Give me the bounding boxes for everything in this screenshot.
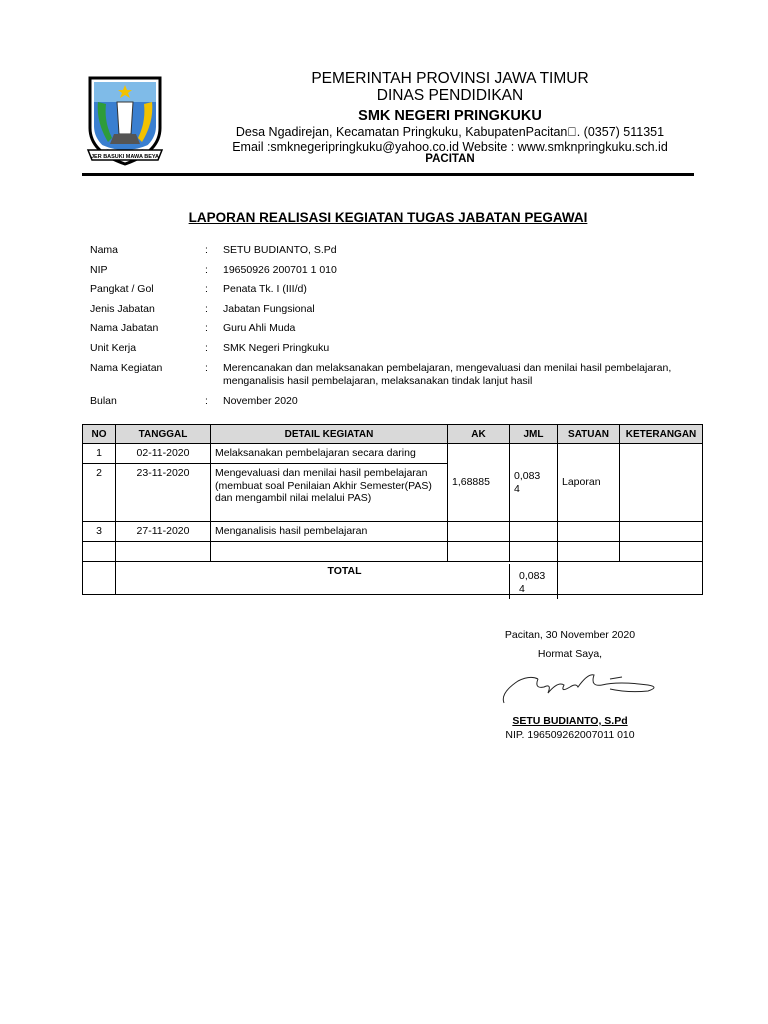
cell-tanggal: 27-11-2020 (116, 522, 211, 542)
field-colon: : (205, 395, 208, 407)
total-jml-line2: 4 (519, 583, 525, 595)
cell-empty (558, 522, 620, 542)
cell-empty (620, 522, 703, 542)
total-jml-right-border (557, 564, 558, 599)
address-line: Desa Ngadirejan, Kecamatan Pringkuku, KabupatenPacitan . (0357) 511351 (235, 125, 665, 139)
field-label: Pangkat / Gol (90, 283, 154, 295)
column-header-ak: AK (448, 425, 510, 444)
cell-jml-line2: 4 (514, 482, 520, 495)
signer-name: SETU BUDIANTO, S.Pd (512, 715, 628, 727)
province-crest-logo (84, 72, 166, 168)
cell-no: 3 (83, 522, 116, 542)
cell-detail: Mengevaluasi dan menilai hasil pembelajaran (membuat soal Penilaian Akhir Semester(PAS) dan mengambil nilai melalui PAS) (211, 464, 448, 522)
field-value-nama-jabatan: Guru Ahli Muda (223, 322, 296, 334)
place-date: Pacitan, 30 November 2020 (504, 629, 636, 641)
cell-detail: Menganalisis hasil pembelajaran (211, 522, 448, 542)
field-label: NIP (90, 264, 108, 276)
activity-table (82, 424, 703, 595)
cell-empty (558, 562, 703, 595)
letterhead-divider (82, 173, 694, 176)
cell-detail: Melaksanakan pembelajaran secara daring (211, 444, 448, 464)
column-header-satuan: SATUAN (558, 425, 620, 444)
cell-no: 1 (83, 444, 116, 464)
school-name: SMK NEGERI PRINGKUKU (358, 108, 542, 124)
field-label: Jenis Jabatan (90, 303, 155, 315)
cell-ak: 1,68885 (448, 444, 510, 522)
column-header-tanggal: TANGGAL (116, 425, 211, 444)
closing-text: Hormat Saya, (537, 648, 603, 660)
total-jml (519, 570, 545, 596)
city-line: PACITAN (425, 153, 475, 165)
cell-keterangan (620, 444, 703, 522)
field-label: Unit Kerja (90, 342, 137, 354)
field-value-nama: SETU BUDIANTO, S.Pd (223, 244, 337, 256)
signer-nip: NIP. 196509262007011 010 (505, 729, 635, 741)
field-colon: : (205, 264, 208, 276)
table-row-empty (83, 542, 703, 562)
field-value-bulan: November 2020 (223, 395, 298, 407)
field-label: Nama (90, 244, 119, 256)
cell-empty (448, 542, 510, 562)
field-label: Bulan (90, 395, 117, 407)
field-value-nip: 19650926 200701 1 010 (223, 264, 337, 276)
field-value-unit-kerja: SMK Negeri Pringkuku (223, 342, 330, 354)
cell-empty (448, 522, 510, 542)
table-row (83, 444, 703, 464)
department-line: DINAS PENDIDIKAN (376, 87, 524, 104)
total-jml-line1: 0,083 (519, 570, 546, 582)
column-header-jml: JML (510, 425, 558, 444)
cell-jml-line1: 0,083 (514, 470, 541, 482)
field-value-nama-kegiatan: Merencanakan dan melaksanakan pembelajaran, mengevaluasi dan menilai hasil pembelajaran, menganalisis hasil pembelajaran, melaksanakan tindak lanjut hasil (223, 362, 672, 387)
cell-empty (510, 522, 558, 542)
total-label: TOTAL (116, 562, 558, 595)
field-colon: : (205, 362, 208, 374)
field-value-pangkat: Penata Tk. I (III/d) (223, 283, 307, 295)
cell-satuan: Laporan (558, 444, 620, 522)
cell-tanggal: 23-11-2020 (116, 464, 211, 522)
field-colon: : (205, 322, 208, 334)
field-label: Nama Jabatan (90, 322, 159, 334)
table-header-row (83, 425, 703, 444)
field-colon: : (205, 342, 208, 354)
cell-no: 2 (83, 464, 116, 522)
total-jml-left-border (509, 564, 510, 599)
field-colon: : (205, 303, 208, 315)
cell-jml (510, 444, 558, 522)
government-line: PEMERINTAH PROVINSI JAWA TIMUR (311, 70, 589, 87)
cell-empty (510, 542, 558, 562)
cell-empty (83, 542, 116, 562)
field-value-jenis-jabatan: Jabatan Fungsional (223, 303, 315, 315)
cell-empty (116, 542, 211, 562)
logo-banner-text: JER BASUKI MAWA BEYA (90, 154, 160, 160)
column-header-keterangan: KETERANGAN (620, 425, 703, 444)
column-header-detail: DETAIL KEGIATAN (211, 425, 448, 444)
signature-image (498, 663, 663, 711)
field-colon: : (205, 244, 208, 256)
cell-tanggal: 02-11-2020 (116, 444, 211, 464)
field-colon: : (205, 283, 208, 295)
cell-empty (83, 562, 116, 595)
table-total-row (83, 562, 703, 595)
cell-empty (211, 542, 448, 562)
table-row (83, 522, 703, 542)
cell-empty (620, 542, 703, 562)
report-title: LAPORAN REALISASI KEGIATAN TUGAS JABATAN PEGAWAI (188, 210, 588, 225)
cell-empty (558, 542, 620, 562)
contact-line: Email :smknegeripringkuku@yahoo.co.id Website : www.smknpringkuku.sch.id (232, 140, 668, 154)
column-header-no: NO (83, 425, 116, 444)
field-label: Nama Kegiatan (90, 362, 163, 374)
